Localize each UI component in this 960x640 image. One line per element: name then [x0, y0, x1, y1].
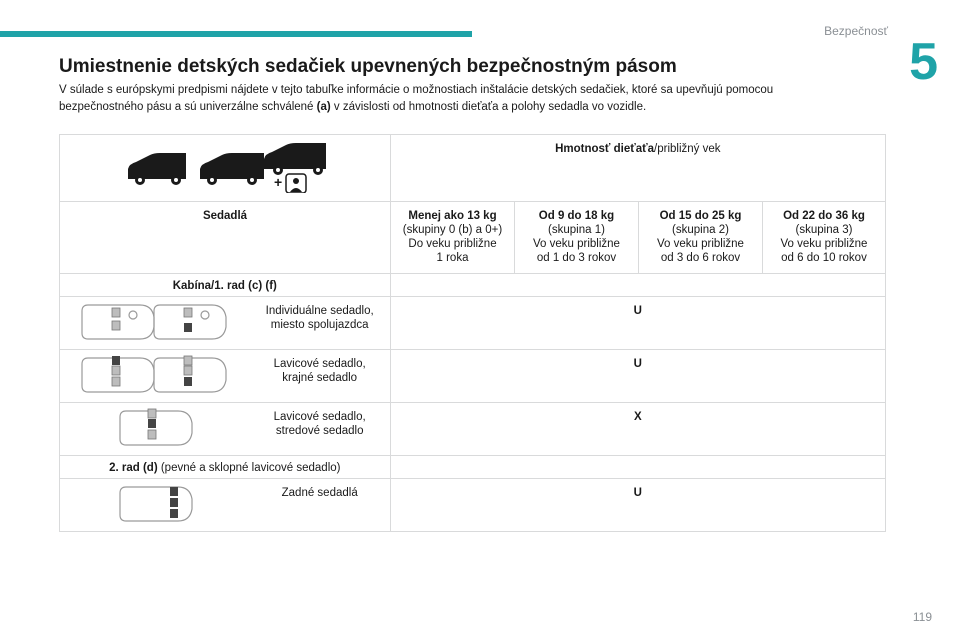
suitability-value: X: [390, 403, 885, 455]
category-age-range: od 3 do 6 rokov: [660, 252, 741, 264]
section2-rest: (pevné a sklopné lavicové sedadlo): [157, 462, 341, 474]
category-group: (skupina 2): [672, 224, 729, 236]
section-label-rear: [60, 456, 390, 478]
top-accent-bar: [0, 31, 472, 37]
car-top-view-icon: [60, 299, 250, 345]
category-weight: Od 15 do 25 kg: [659, 210, 742, 222]
seats-label: Sedadlá: [202, 210, 248, 222]
category-0: [390, 202, 514, 273]
vehicle-variants-cell: [60, 135, 390, 201]
page-title: Umiestnenie detských sedačiek upevnených bezpečnostným pásom: [59, 56, 677, 77]
category-group: (skupina 1): [548, 224, 605, 236]
category-weight: Od 9 do 18 kg: [538, 210, 615, 222]
seat-position: krajné sedadlo: [282, 372, 358, 384]
intro-paragraph: [59, 82, 859, 116]
category-age: Do veku približne: [408, 238, 497, 250]
category-weight: Od 22 do 36 kg: [783, 210, 865, 222]
seat-row-passenger: [60, 296, 885, 349]
category-age-range: od 1 do 3 rokov: [536, 252, 617, 264]
car-top-view-icon: [60, 352, 250, 398]
section-empty: [390, 456, 885, 478]
seat-type: Lavicové sedadlo,: [273, 358, 366, 370]
category-age: Vo veku približne: [780, 238, 868, 250]
seat-row-bench-center: [60, 402, 885, 455]
seat-type: Individuálne sedadlo,: [265, 305, 374, 317]
intro-note-ref: (a): [316, 101, 331, 113]
category-3: [762, 202, 885, 273]
seat-description: [250, 403, 390, 455]
section-row-front: [60, 273, 885, 296]
mass-header-rest: /približný vek: [654, 143, 721, 155]
child-mass-header: [390, 135, 885, 201]
seat-row-rear: [60, 478, 885, 531]
category-2: [638, 202, 762, 273]
seat-position: miesto spolujazdca: [270, 319, 369, 331]
suitability-value: U: [390, 479, 885, 531]
intro-text-part1: V súlade s európskymi predpismi nájdete v tejto tabuľke informácie o možnostiach inštalácie detských sedačiek, ktoré sa upevňujú pomocou bezpečnostného pásu a sú univerzálne schválené: [59, 84, 774, 113]
section-empty: [390, 274, 885, 296]
section2-bold: 2. rad (d): [109, 462, 158, 474]
table-header-row: [60, 135, 885, 201]
seat-diagram-cell: [60, 479, 250, 531]
category-group: (skupiny 0 (b) a 0+): [402, 224, 503, 236]
suitability-value: U: [390, 297, 885, 349]
seat-type: Lavicové sedadlo,: [273, 411, 366, 423]
seat-description: [250, 350, 390, 402]
category-header-row: [60, 201, 885, 273]
van-silhouettes-icon: [126, 143, 326, 193]
seat-row-bench-outer: [60, 349, 885, 402]
seat-position: stredové sedadlo: [275, 425, 364, 437]
child-seat-table: [59, 134, 886, 532]
chapter-number: 5: [909, 33, 938, 91]
section-label: Bezpečnosť: [824, 24, 888, 38]
section-row-rear: [60, 455, 885, 478]
category-age-range: 1 roka: [436, 252, 469, 264]
seat-description: [250, 297, 390, 349]
seat-diagram-cell: [60, 350, 250, 402]
category-age: Vo veku približne: [533, 238, 620, 250]
car-top-view-icon: [60, 405, 250, 451]
mass-header-bold: Hmotnosť dieťaťa: [555, 143, 655, 155]
seat-description: [250, 479, 390, 531]
category-weight: Menej ako 13 kg: [408, 210, 497, 222]
category-group: (skupina 3): [795, 224, 853, 236]
category-age: Vo veku približne: [657, 238, 744, 250]
section-label-front: Kabína/1. rad (c) (f): [172, 280, 277, 292]
intro-text-part2: v závislosti od hmotnosti dieťaťa a polohy sedadla vo vozidle.: [330, 101, 647, 113]
category-1: [514, 202, 638, 273]
page-number: 119: [912, 610, 932, 624]
car-top-view-icon: [60, 481, 250, 527]
suitability-value: U: [390, 350, 885, 402]
seat-type: Zadné sedadlá: [281, 487, 358, 499]
seat-diagram-cell: [60, 297, 250, 349]
seat-diagram-cell: [60, 403, 250, 455]
category-age-range: od 6 do 10 rokov: [781, 252, 867, 264]
svg-text:+: +: [274, 174, 283, 190]
